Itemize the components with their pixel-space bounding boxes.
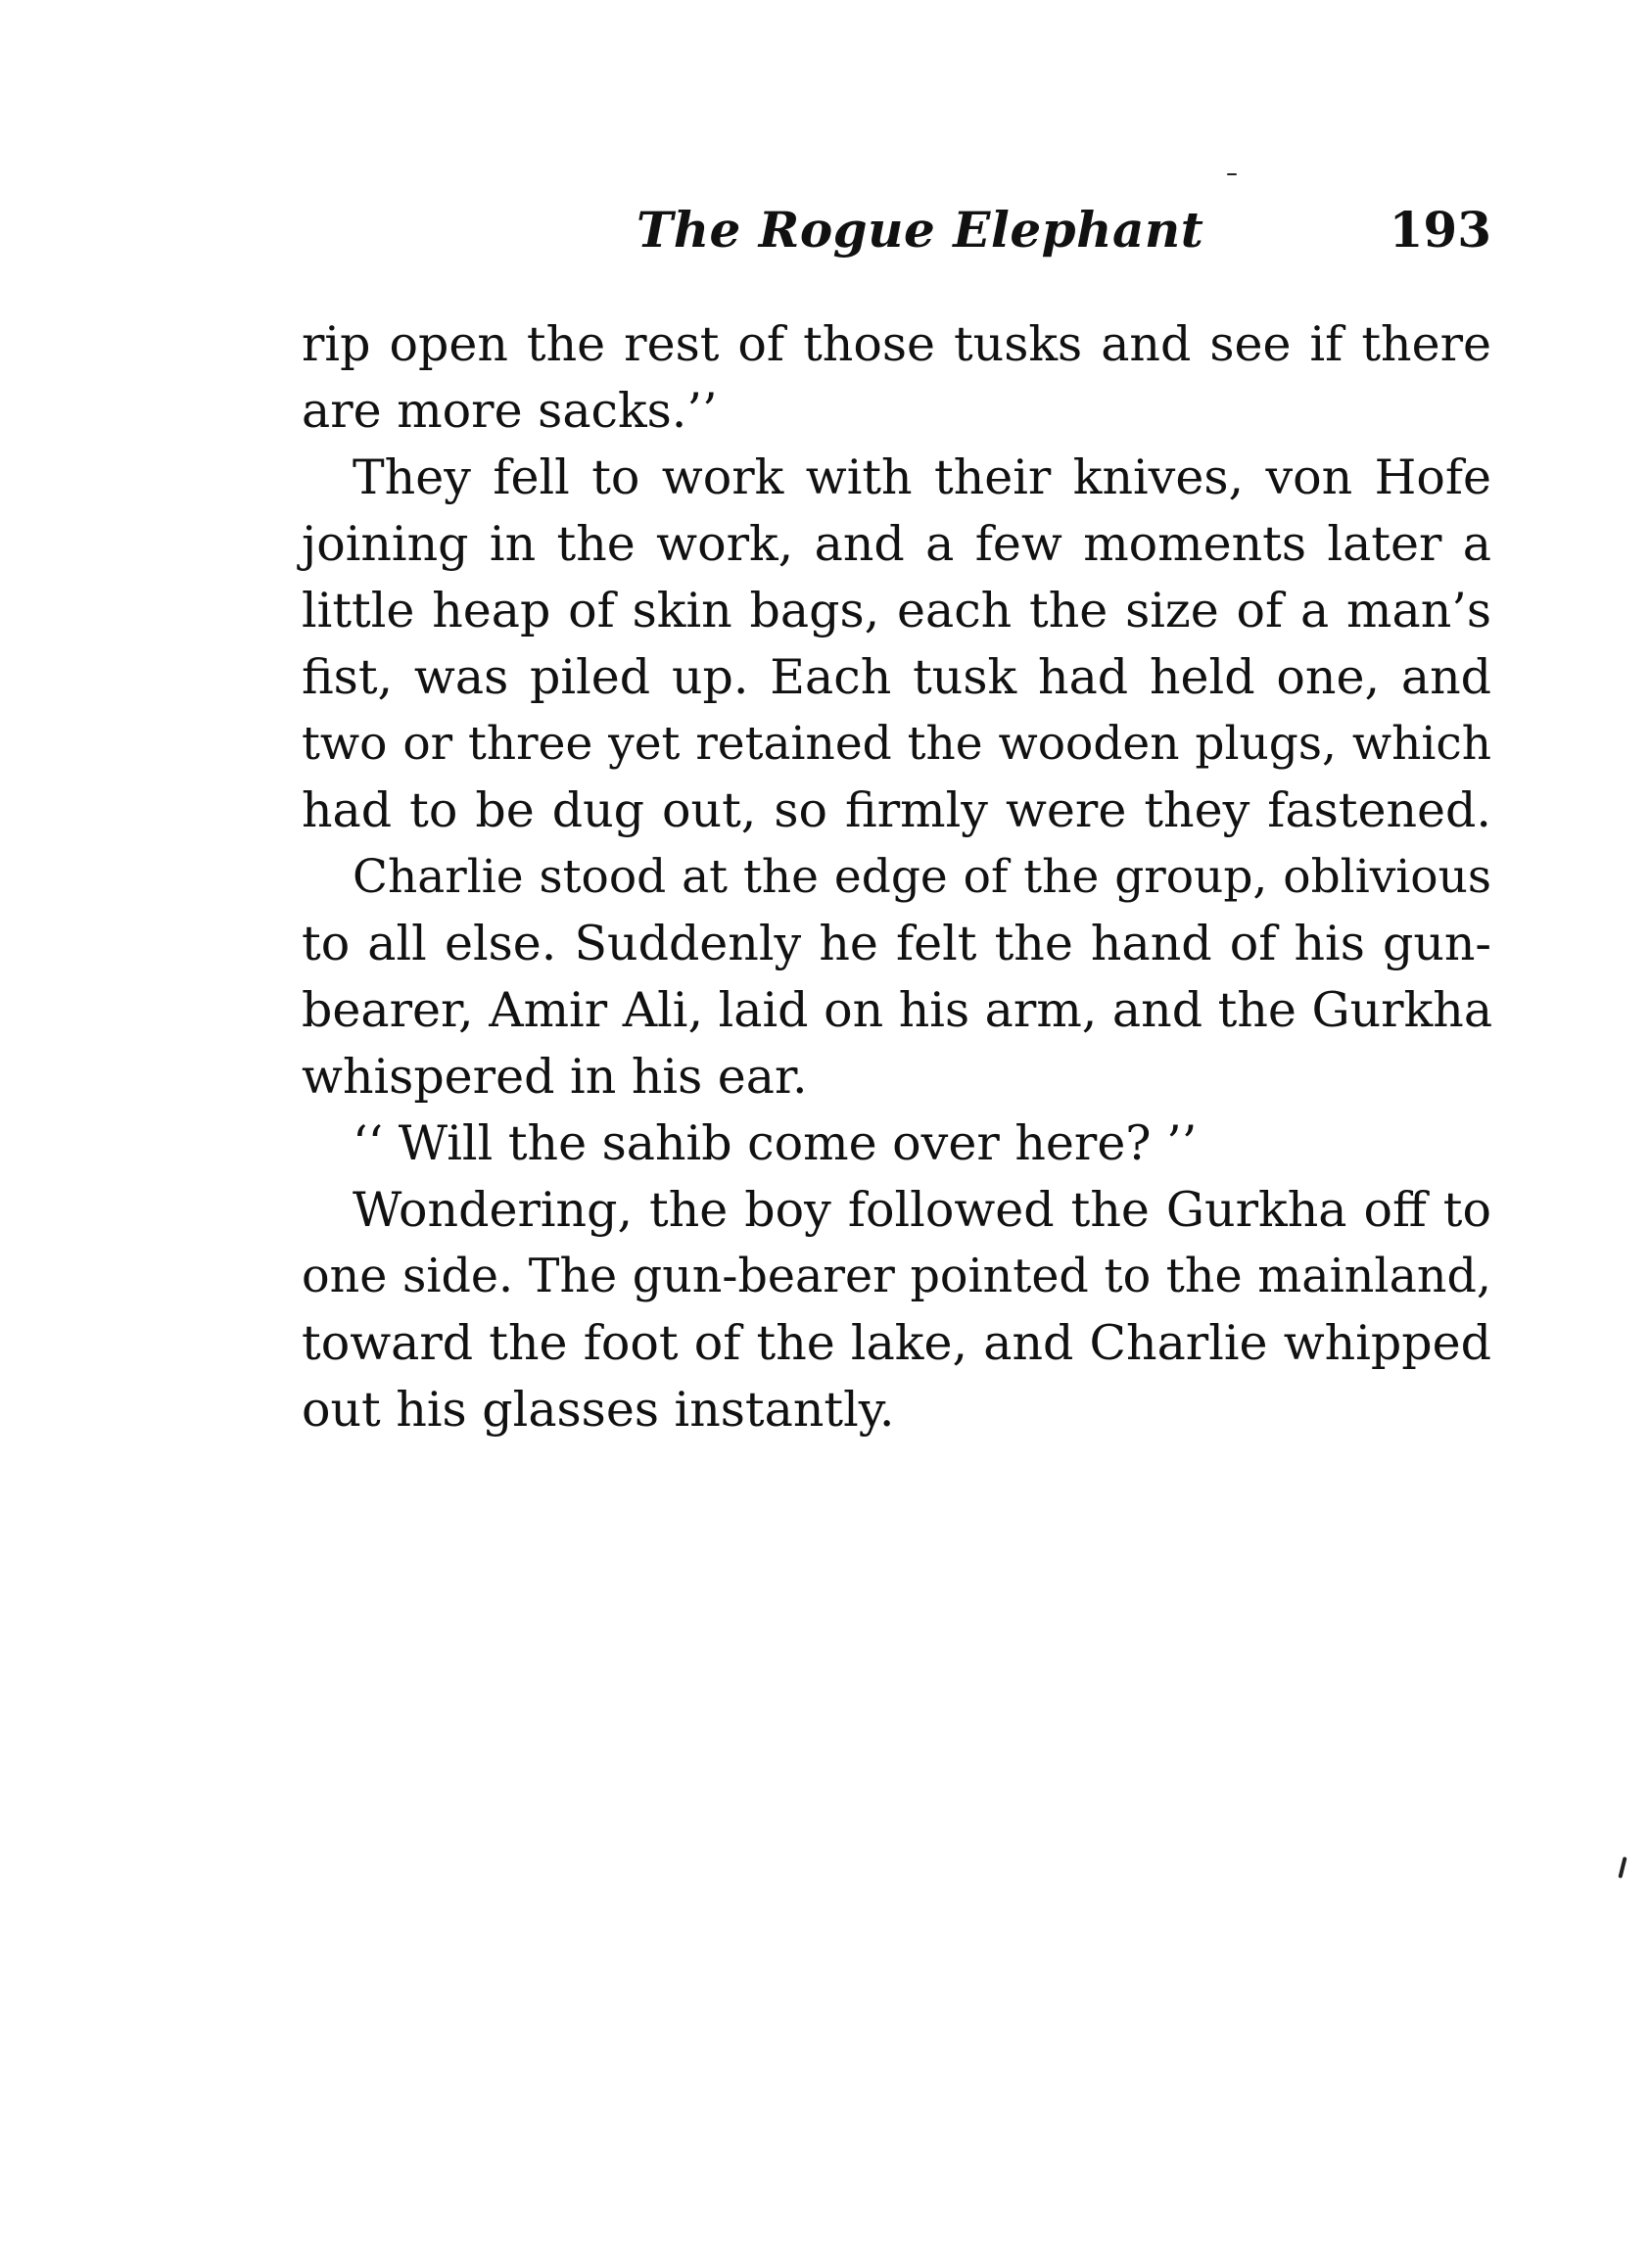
body-text <box>302 311 1491 1443</box>
ink-speck <box>1618 1857 1626 1878</box>
text-line: ‘‘ Will the sahib come over here? ’’ <box>353 1115 1198 1171</box>
text-line: joining in the work, and a few moments later a <box>302 516 1491 572</box>
text-line: little heap of skin bags, each the size of a man’s <box>302 583 1491 638</box>
text-line: one side. The gun-bearer pointed to the mainland, <box>302 1250 1491 1303</box>
running-title: The Rogue Elephant <box>636 201 1204 259</box>
text-line: toward the foot of the lake, and Charlie whipped <box>302 1315 1491 1371</box>
text-line: had to be dug out, so firmly were they fastened. <box>302 782 1491 838</box>
text-line: are more sacks.’’ <box>302 383 718 439</box>
ink-speck <box>1227 173 1237 175</box>
text-line: two or three yet retained the wooden plugs, which <box>302 717 1491 771</box>
text-line: Wondering, the boy followed the Gurkha off to <box>353 1182 1491 1238</box>
text-line: rip open the rest of those tusks and see if there <box>302 316 1491 372</box>
text-line: fist, was piled up. Each tusk had held one, and <box>302 649 1491 705</box>
text-line: to all else. Suddenly he felt the hand of his gun- <box>302 916 1491 971</box>
page-number: 193 <box>1389 201 1491 259</box>
running-head <box>302 196 1491 264</box>
text-line: out his glasses instantly. <box>302 1382 895 1438</box>
text-line: bearer, Amir Ali, laid on his arm, and the Gurkha <box>302 982 1493 1038</box>
text-line: They fell to work with their knives, von Hofe <box>353 449 1491 505</box>
text-line: Charlie stood at the edge of the group, oblivious <box>353 850 1491 904</box>
text-line: whispered in his ear. <box>302 1049 808 1105</box>
